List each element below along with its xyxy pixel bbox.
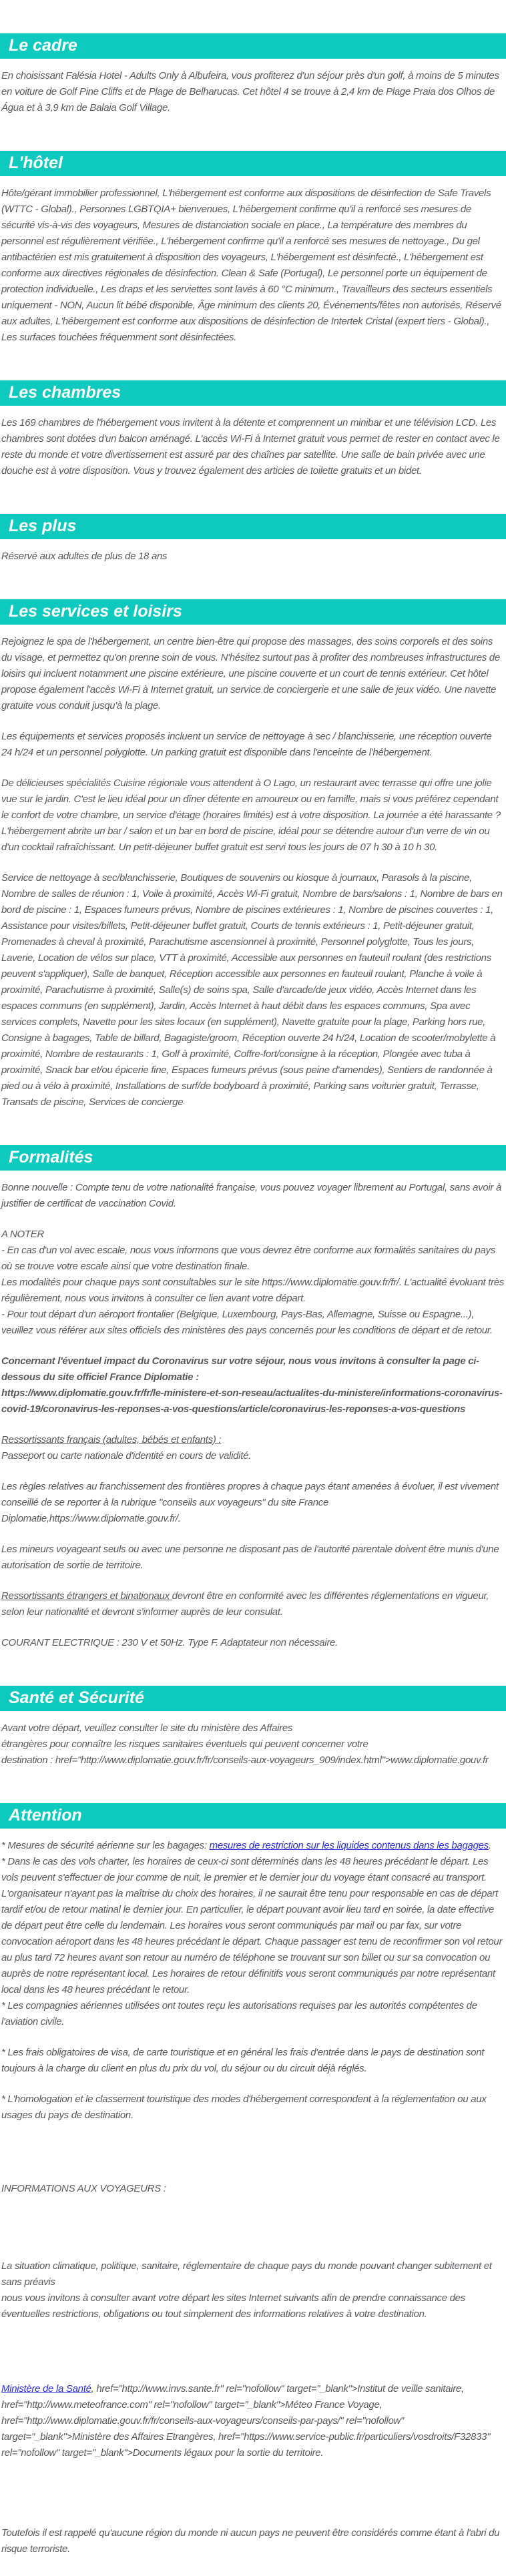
- text-run: Toutefois il est rappelé qu'aucune région du monde ni aucun pays ne peuvent être considérés comme étant à l'abri du risque terroriste.: [1, 2527, 500, 2555]
- paragraph: [0, 415, 506, 479]
- section-attention: [0, 1803, 506, 2557]
- paragraph: [0, 1720, 506, 1768]
- section-title-attention: Attention: [0, 1803, 506, 1829]
- paragraph: [0, 634, 506, 714]
- section-les-chambres: [0, 380, 506, 479]
- text-run: Les 169 chambres de l'hébergement vous invitent à la détente et comprennent un minibar et une télévision LCD. Les chambres sont dotées d'un balcon aménagé. L'accès Wi-Fi à Internet gratuit vous permet de rester en contact avec le reste du monde et votre divertissement est assuré par des chaînes par satellite. Une salle de bain privée avec une douche est à votre disposition. Vous y trouvez également des articles de toilette gratuits et un bidet.: [1, 417, 500, 476]
- text-run: Bonne nouvelle : Compte tenu de votre nationalité française, vous pouvez voyager librement au Portugal, sans avoir à justifier de certificat de vaccination Covid.: [1, 1182, 502, 1209]
- spacer: [0, 2138, 506, 2166]
- paragraph: [0, 68, 506, 116]
- section-formalites: [0, 1145, 506, 1651]
- text-run: Les règles relatives au franchissement des frontières propres à chaque pays étant amenées à évoluer, il est vivement conseillé de se reporter à la rubrique "conseils aux voyageurs" du site France Diplomatie,https://www.diplomatie.gouv.fr/.: [1, 1481, 499, 1524]
- paragraph: [0, 1838, 506, 2030]
- section-title-le-cadre: Le cadre: [0, 33, 506, 59]
- text-run: Concernant l'éventuel impact du Coronavirus sur votre séjour, nous vous invitons à consulter la page ci-dessous du site officiel France Diplomatie : https://www.diplomatie.gouv.fr/fr/le-ministere-et-son-reseau/actualites-du-ministere/informations-coronavirus-covid-19/coronavirus-les-reponses-a-vos-questions/article/coronavirus-les-reponses-a-vos-questions: [1, 1355, 503, 1415]
- paragraph: [0, 1635, 506, 1651]
- paragraph: [0, 1588, 506, 1620]
- text-run: COURANT ELECTRIQUE : 230 V et 50Hz. Type F. Adaptateur non nécessaire.: [1, 1637, 338, 1648]
- text-run: Ressortissants français (adultes, bébés et enfants) :: [1, 1434, 222, 1445]
- bagages-liquides-link[interactable]: mesures de restriction sur les liquides contenus dans les bagages: [209, 1840, 489, 1851]
- section-title-formalites: Formalités: [0, 1145, 506, 1171]
- paragraph: [0, 775, 506, 856]
- text-run: En choisissant Falésia Hotel - Adults Only à Albufeira, vous profiterez d'un séjour près d'un golf, à moins de 5 minutes en voiture de Golf Pine Cliffs et de Plage de Belharucas. Cet hôtel 4 se trouve à 2,4 km de Plage Praia dos Olhos de Água et à 3,9 km de Balaia Golf Village.: [1, 70, 499, 113]
- section-l-hotel: [0, 151, 506, 346]
- paragraph: [0, 1479, 506, 1527]
- paragraph: [0, 1227, 506, 1339]
- text-run: Avant votre départ, veuillez consulter le site du ministère des Affaires étrangères pour connaître les risques sanitaires éventuels qui peuvent concerner votre destination : href="http://www.diplomatie.gouv.fr/fr/conseils-aux-voyageurs_909/index.html">www.diplomatie.gouv.fr: [1, 1722, 489, 1766]
- text-run: devront être en conformité avec les différentes réglementations en vigueur, selon leur nationalité et devront s'informer auprès de leur consulat.: [1, 1590, 489, 1618]
- paragraph: [0, 2091, 506, 2124]
- paragraph: [0, 2525, 506, 2557]
- section-sante-et-securite: [0, 1686, 506, 1768]
- ministere-sante-link[interactable]: Ministère de la Santé: [1, 2383, 91, 2394]
- spacer: [0, 2337, 506, 2366]
- text-run: Passeport ou carte nationale d'identité en cours de validité.: [1, 1450, 251, 1462]
- text-run: A NOTER - En cas d'un vol avec escale, nous vous informons que vous devrez être conforme aux formalités sanitaires du pays où se trouve votre escale ainsi que votre destination finale. Les modalités pour chaque pays sont consultables sur le site https://www.diplomatie.gouv.fr/fr/. L'actualité évoluant très régulièrement, nous vous invitons à consulter ce lien avant votre départ. - Pour tout départ d'un aéroport frontalier (Belgique, Luxembourg, Pays-Bas, Allemagne, Suisse ou Espagne...), veuillez vous référer aux sites officiels des ministères des pays concernés pour les conditions de départ et de retour.: [1, 1229, 505, 1336]
- paragraph: [0, 1180, 506, 1212]
- text-run: * Mesures de sécurité aérienne sur les bagages:: [1, 1840, 210, 1851]
- section-les-plus: [0, 514, 506, 565]
- paragraph: [0, 549, 506, 565]
- text-run: Les équipements et services proposés incluent un service de nettoyage à sec / blanchisserie, une réception ouverte 24 h/24 et un personnel polyglotte. Un parking gratuit est disponible dans l'enceinte de l'hébergement.: [1, 731, 492, 758]
- spacer: [0, 2212, 506, 2244]
- text-run: * L'homologation et le classement touristique des modes d'hébergement correspondent à la réglementation ou aux usages du pays de destination.: [1, 2094, 487, 2121]
- section-title-sante-et-securite: Santé et Sécurité: [0, 1686, 506, 1711]
- paragraph: [0, 1542, 506, 1574]
- text-run: La situation climatique, politique, sanitaire, réglementaire de chaque pays du monde pouvant changer subitement et sans préavis nous vous invitons à consulter avant votre départ les sites Internet suivants afin de prendre connaissance des éventuelles restrictions, obligations ou tout simplement des informations relatives à votre destination.: [1, 2260, 492, 2320]
- section-title-les-chambres: Les chambres: [0, 380, 506, 406]
- section-title-services-et-loisirs: Les services et loisirs: [0, 599, 506, 625]
- text-run: Rejoignez le spa de l'hébergement, un centre bien-être qui propose des massages, des soins corporels et des soins du visage, et permettez qu'on prenne soin de vous. N'hésitez surtout pas à profiter des nombreuses infrastructures de loisirs qui incluent notamment une piscine extérieure, une piscine couverte et un court de tennis extérieur. Cet hôtel propose également l'accès Wi-Fi à Internet gratuit, un service de conciergerie et une salle de jeux vidéo. Une navette gratuite vous conduit jusqu'à la plage.: [1, 636, 500, 711]
- paragraph: [0, 2258, 506, 2322]
- paragraph: [0, 2381, 506, 2461]
- paragraph: [0, 186, 506, 346]
- text-run: Ressortissants étrangers et binationaux: [1, 1590, 172, 1602]
- text-run: * Les frais obligatoires de visa, de carte touristique et en général les frais d'entrée dans le pays de destination sont toujours à la charge du client en plus du prix du vol, du séjour ou du circuit déjà réglés.: [1, 2047, 485, 2074]
- sections: [0, 33, 506, 2557]
- text-run: Service de nettoyage à sec/blanchisserie, Boutiques de souvenirs ou kiosque à journaux, Parasols à la piscine, Nombre de salles de réunion : 1, Voile à proximité, Accès Wi-Fi gratuit, Nombre de bars/salons : 1, Nombre de bars en bord de piscine : 1, Espaces fumeurs prévus, Nombre de piscines extérieures : 1, Nombre de piscines couvertes : 1, Assistance pour visites/billets, Petit-déjeuner buffet gratuit, Courts de tennis extérieurs : 1, Petit-déjeuner gratuit, Promenades à cheval à proximité, Parachutisme ascensionnel à proximité, Personnel polyglotte, Tous les jours, Laverie, Location de vélos sur place, VTT à proximité, Accessible aux personnes en fauteuil roulant (des restrictions peuvent s'appliquer), Salle de banquet, Réception accessible aux personnes en fauteuil roulant, Planche à voile à proximité, Parachutisme à proximité, Salle(s) de soins spa, Salle d'arcade/de jeux vidéo, Accès Internet dans les espaces communs (en supplément), Jardin, Accès Internet à haut débit dans les espaces communs, Spa avec services complets, Navette pour les sites locaux (en supplément), Navette gratuite pour la plage, Parking hors rue, Consigne à bagages, Table de billard, Bagagiste/groom, Réception ouverte 24 h/24, Location de scooter/mobylette à proximité, Nombre de restaurants : 1, Golf à proximité, Coffre-fort/consigne à la réception, Plongée avec tuba à proximité, Snack bar et/ou épicerie fine, Espaces fumeurs prévus (sous peine d'amendes), Sentiers de randonnée à pied ou à vélo à proximité, Installations de surf/de bodyboard à proximité, Parking sans voiturier gratuit, Terrasse, Transats de piscine, Services de concierge: [1, 872, 503, 1108]
- paragraph: [0, 870, 506, 1110]
- paragraph: [0, 1432, 506, 1464]
- spacer: [0, 2476, 506, 2511]
- section-services-et-loisirs: [0, 599, 506, 1110]
- section-title-les-plus: Les plus: [0, 514, 506, 539]
- text-run: , href="http://www.invs.sante.fr" rel="nofollow" target="_blank">Institut de veille sanitaire, href="http://www.meteofrance.com" rel="nofollow" target="_blank">Méteo France Voyage, href="http://www.diplomatie.gouv.fr/fr/conseils-aux-voyageurs/conseils-par-pays/" rel="nofollow" target="_blank">Ministère des Affaires Etrangères, href="https://www.service-public.fr/particuliers/vosdroits/F32833" rel="nofollow" target="_blank">Documents légaux pour la sortie du territoire.: [1, 2383, 491, 2459]
- paragraph: [0, 729, 506, 761]
- section-title-l-hotel: L'hôtel: [0, 151, 506, 176]
- paragraph: [0, 2181, 506, 2197]
- text-run: . * Dans le cas des vols charter, les horaires de ceux-ci sont déterminés dans les 48 heures précédant le départ. Les vols peuvent s'effectuer de jour comme de nuit, le premier et le dernier jour du voyage étant consacré au transport. L'organisateur n'ayant pas la maîtrise du choix des horaires, il ne saurait être tenu pour responsable en cas de départ tardif et/ou de retour matinal le dernier jour. En particulier, le départ pouvant avoir lieu tard en soirée, la date effective de départ peut être celle du lendemain. Les horaires vous seront communiqués par mail ou par fax, sur votre convocation aéroport dans les 48 heures précédant le départ. Chaque passager est tenu de reconfirmer son vol retour au plus tard 72 heures avant son retour au numéro de téléphone se trouvant sur son billet ou sur sa convocation ou auprès de notre représentant local. Les horaires de retour définitifs vous seront communiqués par notre représentant local dans les 48 heures précédant le retour. * Les compagnies aériennes utilisées ont toutes reçu les autorisations requises par les autorités compétentes de l'aviation civile.: [1, 1840, 503, 2027]
- text-run: De délicieuses spécialités Cuisine régionale vous attendent à O Lago, un restaurant avec terrasse qui offre une jolie vue sur le jardin. C'est le lieu idéal pour un dîner détente en amoureux ou en famille, mais si vous préférez cependant le confort de votre chambre, un service d'étage (horaires limités) est à votre disposition. La journée a été harassante ? L'hébergement abrite un bar / salon et un bar en bord de piscine, idéal pour se détendre autour d'un verre de vin ou d'un cocktail rafraîchissant. Un petit-déjeuner buffet gratuit est servi tous les jours de 07 h 30 à 10 h 30.: [1, 777, 501, 853]
- text-run: INFORMATIONS AUX VOYAGEURS :: [1, 2183, 166, 2194]
- paragraph: [0, 2045, 506, 2077]
- text-run: Les mineurs voyageant seuls ou avec une personne ne disposant pas de l'autorité parentale doivent être munis d'une autorisation de sortie de territoire.: [1, 1544, 499, 1571]
- text-run: Réservé aux adultes de plus de 18 ans: [1, 551, 168, 562]
- section-le-cadre: [0, 33, 506, 116]
- text-run: Hôte/gérant immobilier professionnel, L'hébergement est conforme aux dispositions de désinfection de Safe Travels (WTTC - Global)., Personnes LGBTQIA+ bienvenues, L'hébergement confirme qu'il a renforcé ses mesures de sécurité vis-à-vis des voyageurs, Mesures de distanciation sociale en place., La température des membres du personnel est régulièrement vérifiée., L'hébergement confirme qu'il a renforcé ses mesures de nettoyage., Du gel antibactérien est mis gratuitement à disposition des voyageurs, L'hébergement est désinfecté., L'hébergement est conforme aux directives régionales de désinfection. Clean & Safe (Portugal), Le personnel porte un équipement de protection individuelle., Les draps et les serviettes sont lavés à 60 °C minimum., Travailleurs des secteurs essentiels uniquement - NON, Aucun lit bébé disponible, Âge minimum des clients 20, Événements/fêtes non autorisés, Réservé aux adultes, L'hébergement est conforme aux dispositions de désinfection de Intertek Cristal (expert tiers - Global)., Les surfaces touchées fréquemment sont désinfectées.: [1, 188, 501, 343]
- paragraph: [0, 1353, 506, 1417]
